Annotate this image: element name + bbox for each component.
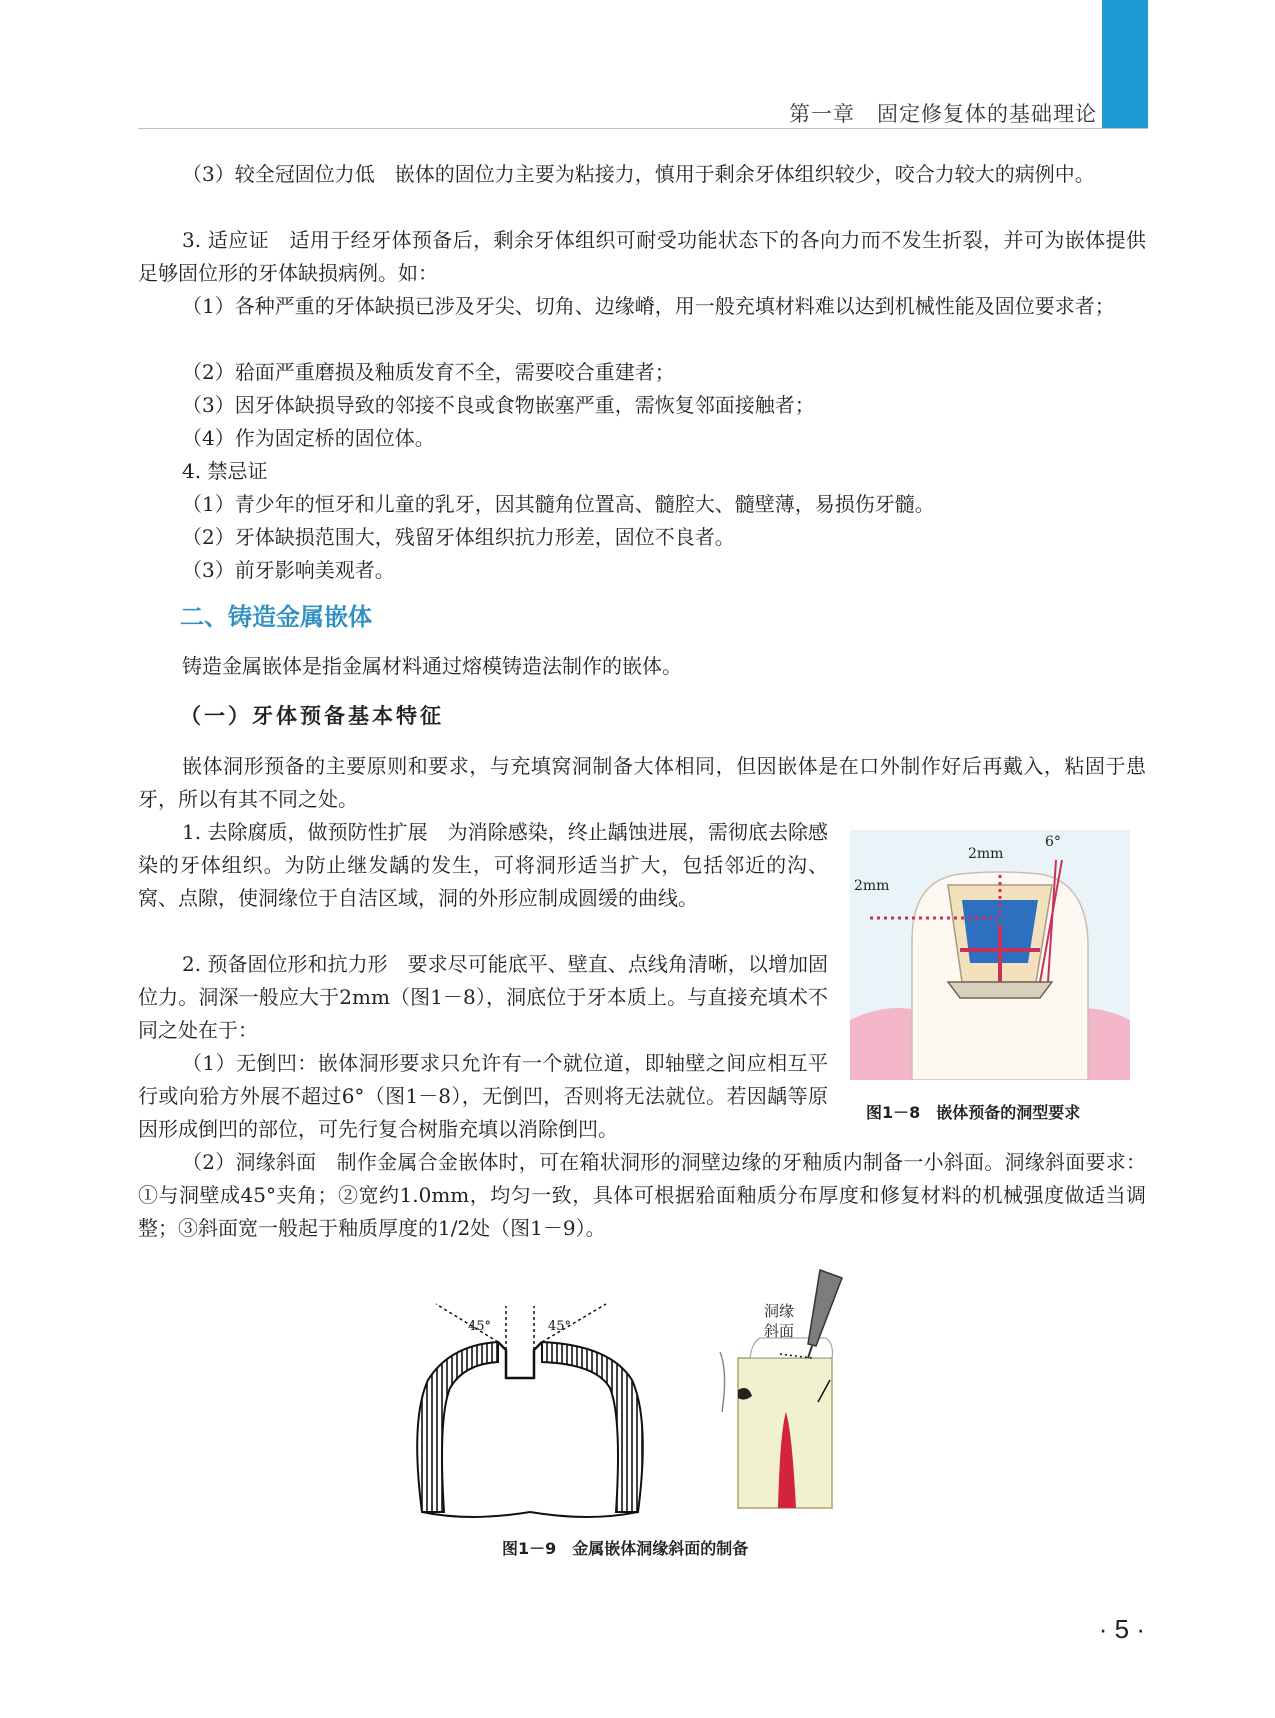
label-angle: 6° [1045, 834, 1061, 850]
label-bevel-line1: 洞缘 [764, 1302, 795, 1320]
paragraph-10: （3）前牙影响美观者。 [182, 558, 395, 582]
figure-1-9-bevel-prep [700, 1262, 900, 1512]
paragraph-11: 铸造金属嵌体是指金属材料通过熔模铸造法制作的嵌体。 [182, 654, 682, 678]
paragraph-1: （3）较全冠固位力低 嵌体的固位力主要为粘接力，慎用于剩余牙体组织较少，咬合力较大的病例中。 [182, 162, 1095, 186]
paragraph-2: 3. 适应证 适用于经牙体预备后，剩余牙体组织可耐受功能状态下的各向力而不发生折裂，并可为嵌体提供足够固位形的牙体缺损病例。如： [138, 228, 1146, 285]
subsection-heading: （一）牙体预备基本特征 [180, 703, 444, 728]
chapter-number: 第一章 [789, 102, 855, 126]
paragraph-6: （4）作为固定桥的固位体。 [182, 426, 435, 450]
label-bevel-line2: 斜面 [764, 1322, 795, 1340]
figure-1-8-caption: 图1－8 嵌体预备的洞型要求 [866, 1103, 1081, 1122]
section-heading: 二、铸造金属嵌体 [180, 603, 372, 631]
figure-1-8-inlay-cavity [850, 830, 1130, 1080]
paragraph-3: （1）各种严重的牙体缺损已涉及牙尖、切角、边缘嵴，用一般充填材料难以达到机械性能及固位要求者； [182, 294, 1115, 318]
header-rule [138, 128, 1148, 129]
running-head [789, 98, 1097, 128]
chapter-title: 固定修复体的基础理论 [877, 102, 1097, 126]
paragraph-7: 4. 禁忌证 [182, 459, 268, 483]
chapter-accent-tab [1102, 0, 1148, 128]
figure-1-9-crown-section [410, 1300, 650, 1532]
label-top-depth: 2mm [968, 846, 1004, 862]
cavity-outline [498, 1342, 542, 1378]
dental-bur [808, 1270, 842, 1346]
crown-base [422, 1512, 638, 1517]
label-angle-right: 45° [548, 1319, 572, 1334]
paragraph-8: （1）青少年的恒牙和儿童的乳牙，因其髓角位置高、髓腔大、髓壁薄，易损伤牙髓。 [182, 492, 935, 516]
adjacent-contour [720, 1352, 725, 1412]
figure-1-9-caption: 图1－9 金属嵌体洞缘斜面的制备 [502, 1539, 749, 1558]
paragraph-13: 1. 去除腐质，做预防性扩展 为消除感染，终止龋蚀进展，需彻底去除感染的牙体组织。为防止继发龋的发生，可将洞形适当扩大，包括邻近的沟、窝、点隙，使洞缘位于自洁区域，洞的外形应制成圆缓的曲线。 [138, 820, 828, 910]
paragraph-16: （2）洞缘斜面 制作金属合金嵌体时，可在箱状洞形的洞壁边缘的牙釉质内制备一小斜面。洞缘斜面要求：①与洞壁成45°夹角；②宽约1.0mm，均匀一致，具体可根据𬌗面釉质分布厚度和修复材料的机械强度做适当调整；③斜面宽一般起于釉质厚度的1/2处（图1－9）。 [138, 1150, 1146, 1240]
label-angle-left: 45° [468, 1319, 492, 1334]
paragraph-4: （2）𬌗面严重磨损及釉质发育不全，需要咬合重建者； [182, 360, 675, 384]
label-side-depth: 2mm [854, 878, 890, 894]
page-number: · 5 · [1098, 1614, 1145, 1644]
paragraph-12: 嵌体洞形预备的主要原则和要求，与充填窝洞制备大体相同，但因嵌体是在口外制作好后再戴入，粘固于患牙，所以有其不同之处。 [138, 754, 1146, 811]
paragraph-5: （3）因牙体缺损导致的邻接不良或食物嵌塞严重，需恢复邻面接触者； [182, 393, 815, 417]
cavity-floor [948, 982, 1052, 998]
right-enamel-hatched [542, 1342, 643, 1512]
paragraph-14: 2. 预备固位形和抗力形 要求尽可能底平、壁直、点线角清晰，以增加固位力。洞深一般应大于2mm（图1－8），洞底位于牙本质上。与直接充填术不同之处在于： [138, 952, 828, 1042]
paragraph-15: （1）无倒凹：嵌体洞形要求只允许有一个就位道，即轴壁之间应相互平行或向𬌗方外展不超过6°（图1－8），无倒凹，否则将无法就位。若因龋等原因形成倒凹的部位，可先行复合树脂充填以消除倒凹。 [138, 1051, 828, 1141]
paragraph-9: （2）牙体缺损范围大，残留牙体组织抗力形差，固位不良者。 [182, 525, 735, 549]
left-enamel-hatched [417, 1342, 498, 1512]
